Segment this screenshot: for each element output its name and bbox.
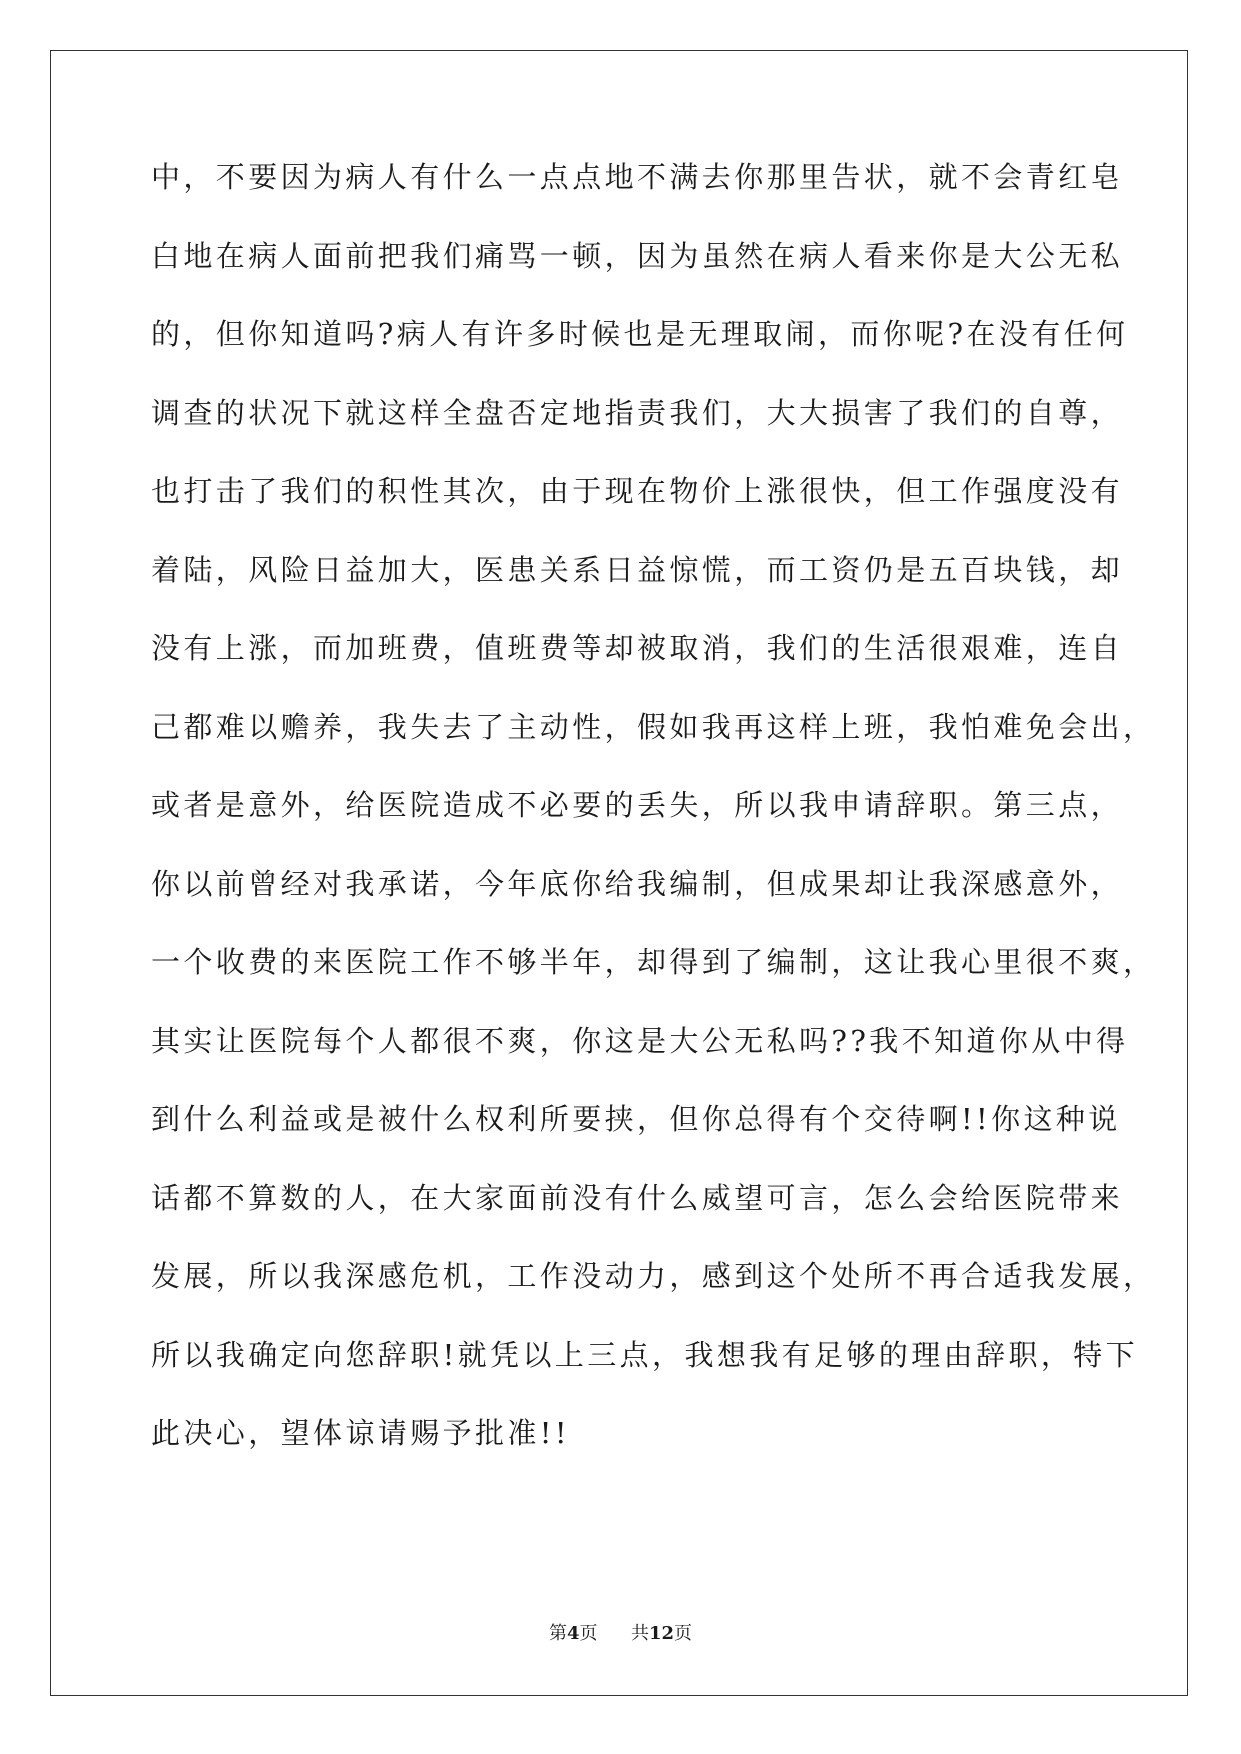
document-body xyxy=(151,160,1156,1495)
current-page: 4 xyxy=(566,1623,580,1644)
text-line: 白地在病人面前把我们痛骂一顿，因为虽然在病人看来你是大公无私 xyxy=(151,238,1124,273)
text-line: 的，但你知道吗?病人有许多时候也是无理取闹，而你呢?在没有任何 xyxy=(151,317,1129,351)
text-line: 一个收费的来医院工作不够半年，却得到了编制，这让我心里很不爽， xyxy=(151,945,1156,979)
page-footer xyxy=(0,1623,1241,1645)
page-suffix: 页 xyxy=(579,1623,598,1644)
text-line: 所以我确定向您辞职!就凭以上三点，我想我有足够的理由辞职，特下 xyxy=(151,1337,1139,1372)
text-line: 己都难以赡养，我失去了主动性，假如我再这样上班，我怕难免会出， xyxy=(151,709,1156,744)
text-line: 此决心，望体谅请赐予批准!! xyxy=(151,1416,570,1450)
page-prefix: 第 xyxy=(548,1623,567,1644)
page-number xyxy=(549,1623,598,1645)
text-line: 没有上涨，而加班费，值班费等却被取消，我们的生活很艰难，连自 xyxy=(151,631,1124,665)
text-line: 着陆，风险日益加大，医患关系日益惊慌，而工资仍是五百块钱，却 xyxy=(151,552,1124,587)
text-line: 话都不算数的人，在大家面前没有什么威望可言，怎么会给医院带来 xyxy=(151,1180,1124,1215)
text-line: 其实让医院每个人都很不爽，你这是大公无私吗??我不知道你从中得 xyxy=(151,1023,1129,1058)
page-total xyxy=(631,1623,692,1645)
text-line: 到什么利益或是被什么权利所要挟，但你总得有个交待啊!!你这种说 xyxy=(151,1102,1121,1136)
text-line: 中，不要因为病人有什么一点点地不满去你那里告状，就不会青红皂 xyxy=(151,160,1124,194)
text-line: 发展，所以我深感危机，工作没动力，感到这个处所不再合适我发展， xyxy=(151,1259,1156,1293)
text-line: 也打击了我们的积性其次，由于现在物价上涨很快，但工作强度没有 xyxy=(151,474,1124,508)
text-line: 或者是意外，给医院造成不必要的丢失，所以我申请辞职。第三点， xyxy=(151,788,1124,822)
total-prefix: 共 xyxy=(630,1623,649,1644)
text-line: 调查的状况下就这样全盘否定地指责我们，大大损害了我们的自尊， xyxy=(151,395,1124,430)
total-pages: 12 xyxy=(648,1623,675,1644)
total-suffix: 页 xyxy=(674,1623,693,1644)
text-line: 你以前曾经对我承诺，今年底你给我编制，但成果却让我深感意外， xyxy=(151,866,1124,901)
